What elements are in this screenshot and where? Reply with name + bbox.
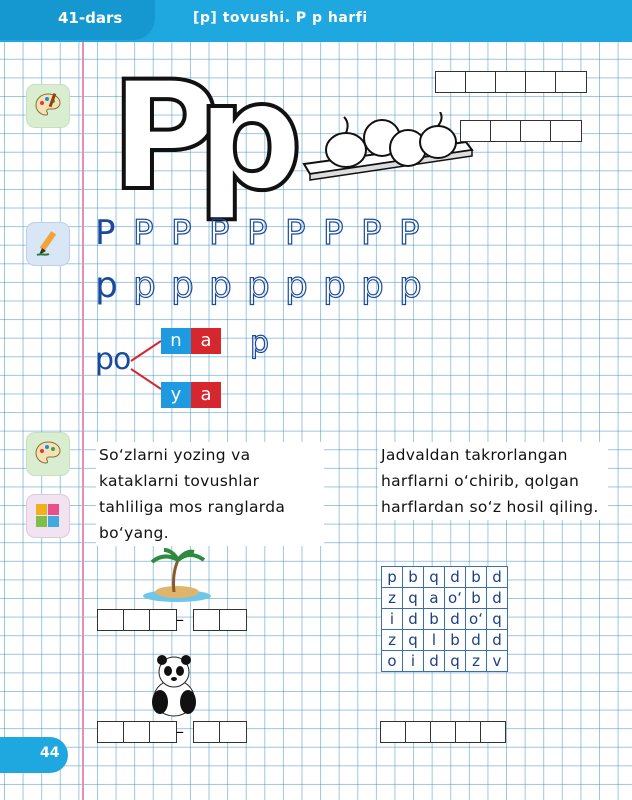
trace-letter-lower: p — [209, 265, 232, 306]
grid-cell[interactable]: l — [424, 630, 445, 651]
grid-cell[interactable]: z — [466, 651, 487, 672]
syllable-connector — [125, 335, 165, 395]
grid-cell[interactable]: z — [382, 630, 403, 651]
answer-cell[interactable] — [193, 721, 221, 743]
grid-cell[interactable]: d — [487, 630, 508, 651]
grid-cell[interactable]: d — [424, 651, 445, 672]
answer-cell[interactable] — [460, 120, 492, 142]
grid-cell[interactable]: o‘ — [466, 609, 487, 630]
task2-text: Jadvaldan takrorlangan harflarni o‘chirib, qolgan harflardan so‘z hosil qiling. — [378, 442, 608, 520]
grid-cell[interactable]: d — [445, 609, 466, 630]
answer-cell[interactable] — [520, 120, 552, 142]
island-icon — [140, 548, 214, 604]
grid-cell[interactable]: q — [403, 630, 424, 651]
grid-cell[interactable]: b — [466, 588, 487, 609]
answer-cell[interactable] — [219, 721, 247, 743]
panda-icon — [148, 652, 200, 718]
trace-letter-lower: p — [171, 265, 194, 306]
lesson-number: 41-dars — [58, 9, 123, 27]
answer-cell[interactable] — [193, 609, 221, 631]
dash-separator: – — [176, 610, 184, 629]
letter-grid — [381, 566, 508, 672]
answer-cell[interactable] — [550, 120, 582, 142]
trace-letter-upper: P — [285, 213, 306, 253]
answer-cell[interactable] — [405, 721, 431, 743]
trace-model-lower: p — [95, 265, 118, 306]
grid-cell[interactable]: q — [487, 609, 508, 630]
trace-letter-upper: P — [361, 213, 382, 253]
answer-cell[interactable] — [555, 71, 587, 93]
syllable-extra: p — [250, 325, 270, 360]
answer-cell[interactable] — [455, 721, 481, 743]
answer-cell[interactable] — [123, 609, 151, 631]
answer-cell[interactable] — [219, 609, 247, 631]
answer-cell[interactable] — [435, 71, 467, 93]
page-number: 44 — [40, 745, 60, 761]
puzzle-icon — [26, 494, 70, 538]
syllable-bottom-2: a — [191, 382, 221, 408]
answer-cell[interactable] — [380, 721, 406, 743]
grid-cell[interactable]: o — [382, 651, 403, 672]
trace-letter-upper: P — [171, 213, 192, 253]
grid-cell[interactable]: d — [466, 630, 487, 651]
answer-cell[interactable] — [123, 721, 151, 743]
grid-cell[interactable]: i — [382, 609, 403, 630]
answer-cell[interactable] — [149, 721, 177, 743]
grid-cell[interactable]: a — [424, 588, 445, 609]
grid-cell[interactable]: v — [487, 651, 508, 672]
grid-cell[interactable]: q — [424, 567, 445, 588]
trace-model-upper: P — [95, 213, 116, 253]
syllable-top-2: a — [191, 328, 221, 354]
task1-text: So‘zlarni yozing va kataklarni tovushlar tahliliga mos ranglarda bo‘yang. — [96, 442, 324, 546]
palette-icon — [26, 432, 70, 476]
vegetable-tray-icon — [296, 112, 476, 184]
trace-letter-upper: P — [323, 213, 344, 253]
grid-cell[interactable]: i — [403, 651, 424, 672]
big-letter-upper: P — [110, 50, 220, 224]
palette-icon — [26, 84, 70, 128]
trace-letter-lower: p — [133, 265, 156, 306]
grid-cell[interactable]: p — [382, 567, 403, 588]
pencil-icon — [26, 222, 70, 266]
trace-letter-upper: P — [247, 213, 268, 253]
answer-cell[interactable] — [430, 721, 456, 743]
answer-cell[interactable] — [149, 609, 177, 631]
grid-cell[interactable]: b — [445, 630, 466, 651]
answer-cell[interactable] — [525, 71, 557, 93]
grid-cell[interactable]: z — [382, 588, 403, 609]
grid-cell[interactable]: d — [487, 588, 508, 609]
grid-cell[interactable]: b — [424, 609, 445, 630]
trace-letter-lower: p — [323, 265, 346, 306]
syllable-base: po — [95, 342, 131, 377]
trace-letter-lower: p — [247, 265, 270, 306]
answer-cell[interactable] — [465, 71, 497, 93]
grid-cell[interactable]: d — [403, 609, 424, 630]
grid-cell[interactable]: d — [487, 567, 508, 588]
answer-cell[interactable] — [495, 71, 527, 93]
grid-cell[interactable]: q — [403, 588, 424, 609]
syllable-bottom-1: y — [161, 382, 191, 408]
trace-letter-lower: p — [361, 265, 384, 306]
trace-letter-upper: P — [133, 213, 154, 253]
grid-cell[interactable]: b — [466, 567, 487, 588]
answer-cell[interactable] — [97, 721, 125, 743]
grid-cell[interactable]: q — [445, 651, 466, 672]
trace-letter-lower: p — [285, 265, 308, 306]
answer-cell[interactable] — [97, 609, 125, 631]
margin-line — [82, 42, 84, 800]
answer-cell[interactable] — [480, 721, 506, 743]
trace-letter-upper: P — [209, 213, 230, 253]
trace-letter-upper: P — [399, 213, 420, 253]
grid-cell[interactable]: d — [445, 567, 466, 588]
grid-cell[interactable]: b — [403, 567, 424, 588]
lesson-topic: [p] tovushi. P p harfi — [193, 10, 368, 26]
syllable-top-1: n — [161, 328, 191, 354]
big-letter-lower: p — [196, 50, 304, 224]
answer-cell[interactable] — [490, 120, 522, 142]
dash-separator: – — [176, 722, 184, 741]
grid-cell[interactable]: o‘ — [445, 588, 466, 609]
trace-letter-lower: p — [399, 265, 422, 306]
